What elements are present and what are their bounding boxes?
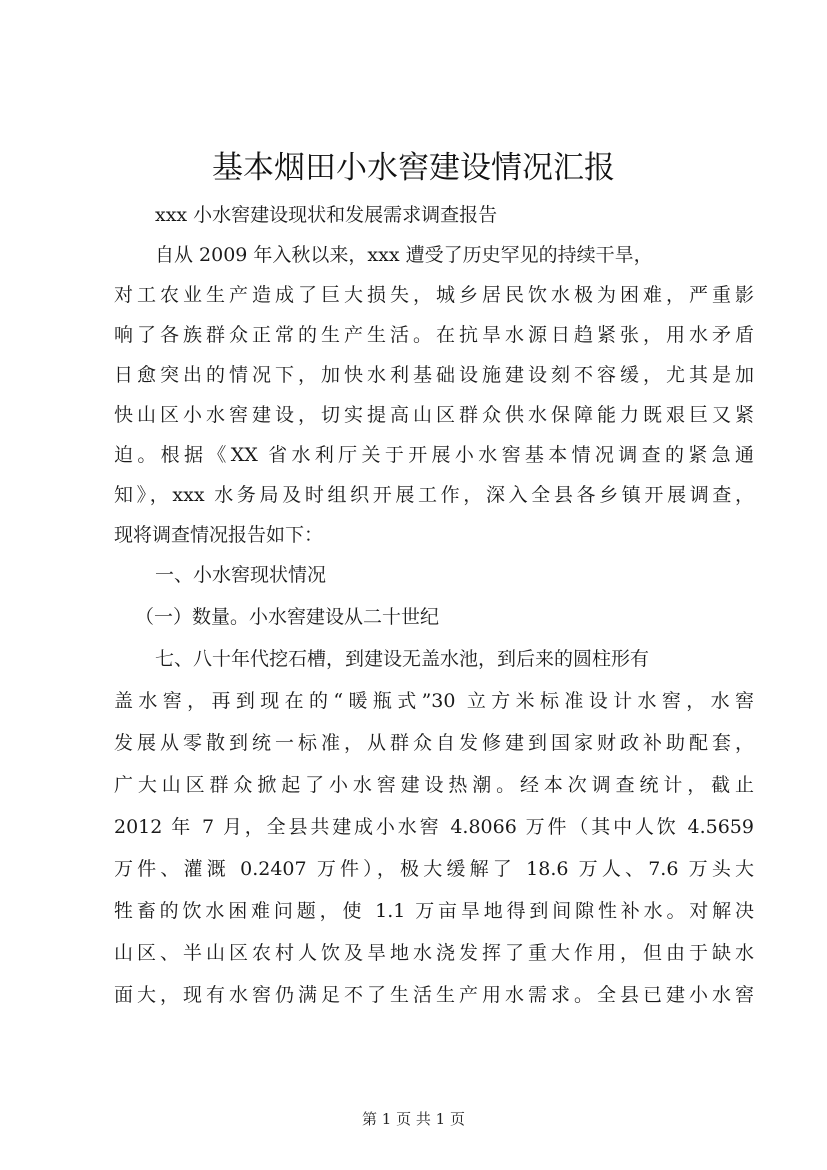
document-subtitle: xxx 小水窖建设现状和发展需求调查报告: [155, 204, 498, 226]
paragraph-line: 发展从零散到统一标准，从群众自发修建到国家财政补助配套，: [114, 732, 754, 754]
paragraph-line: 自从 2009 年入秋以来，xxx 遭受了历史罕见的持续干旱，: [155, 244, 653, 266]
paragraph-line: 知》，xxx 水务局及时组织开展工作，深入全县各乡镇开展调查，: [114, 484, 754, 506]
paragraph-line: 盖水窖，再到现在的“暖瓶式”30 立方米标准设计水窖，水窖: [114, 690, 754, 712]
paragraph-line: 山区、半山区农村人饮及旱地水浇发挥了重大作用，但由于缺水: [114, 942, 754, 964]
paragraph-line: 牲畜的饮水困难问题，使 1.1 万亩旱地得到间隙性补水。对解决: [114, 900, 754, 922]
paragraph-line: 快山区小水窖建设，切实提高山区群众供水保障能力既艰巨又紧: [114, 404, 754, 426]
paragraph-line: 广大山区群众掀起了小水窖建设热潮。经本次调查统计，截止: [114, 774, 754, 796]
subsection-heading: （一）数量。小水窖建设从二十世纪: [135, 606, 440, 628]
section-heading: 一、小水窖现状情况: [155, 564, 327, 586]
paragraph-line: 迫。根据《XX 省水利厅关于开展小水窖基本情况调查的紧急通: [114, 444, 754, 466]
paragraph-line: 日愈突出的情况下，加快水利基础设施建设刻不容缓，尤其是加: [114, 364, 754, 386]
paragraph-line: 现将调查情况报告如下：: [114, 524, 324, 546]
paragraph-line: 面大，现有水窖仍满足不了生活生产用水需求。全县已建小水窖: [114, 984, 754, 1006]
paragraph-line: 对工农业生产造成了巨大损失，城乡居民饮水极为困难，严重影: [114, 284, 754, 306]
paragraph-line: 2012 年 7 月，全县共建成小水窖 4.8066 万件（其中人饮 4.5659: [114, 816, 754, 838]
paragraph-line: 响了各族群众正常的生产生活。在抗旱水源日趋紧张，用水矛盾: [114, 324, 754, 346]
page-footer: 第 1 页 共 1 页: [362, 1110, 465, 1128]
paragraph-line: 万件、灌溉 0.2407 万件），极大缓解了 18.6 万人、7.6 万头大: [114, 858, 754, 880]
document-title: 基本烟田小水窖建设情况汇报: [212, 150, 615, 186]
paragraph-line: 七、八十年代挖石槽，到建设无盖水池，到后来的圆柱形有: [155, 648, 650, 670]
